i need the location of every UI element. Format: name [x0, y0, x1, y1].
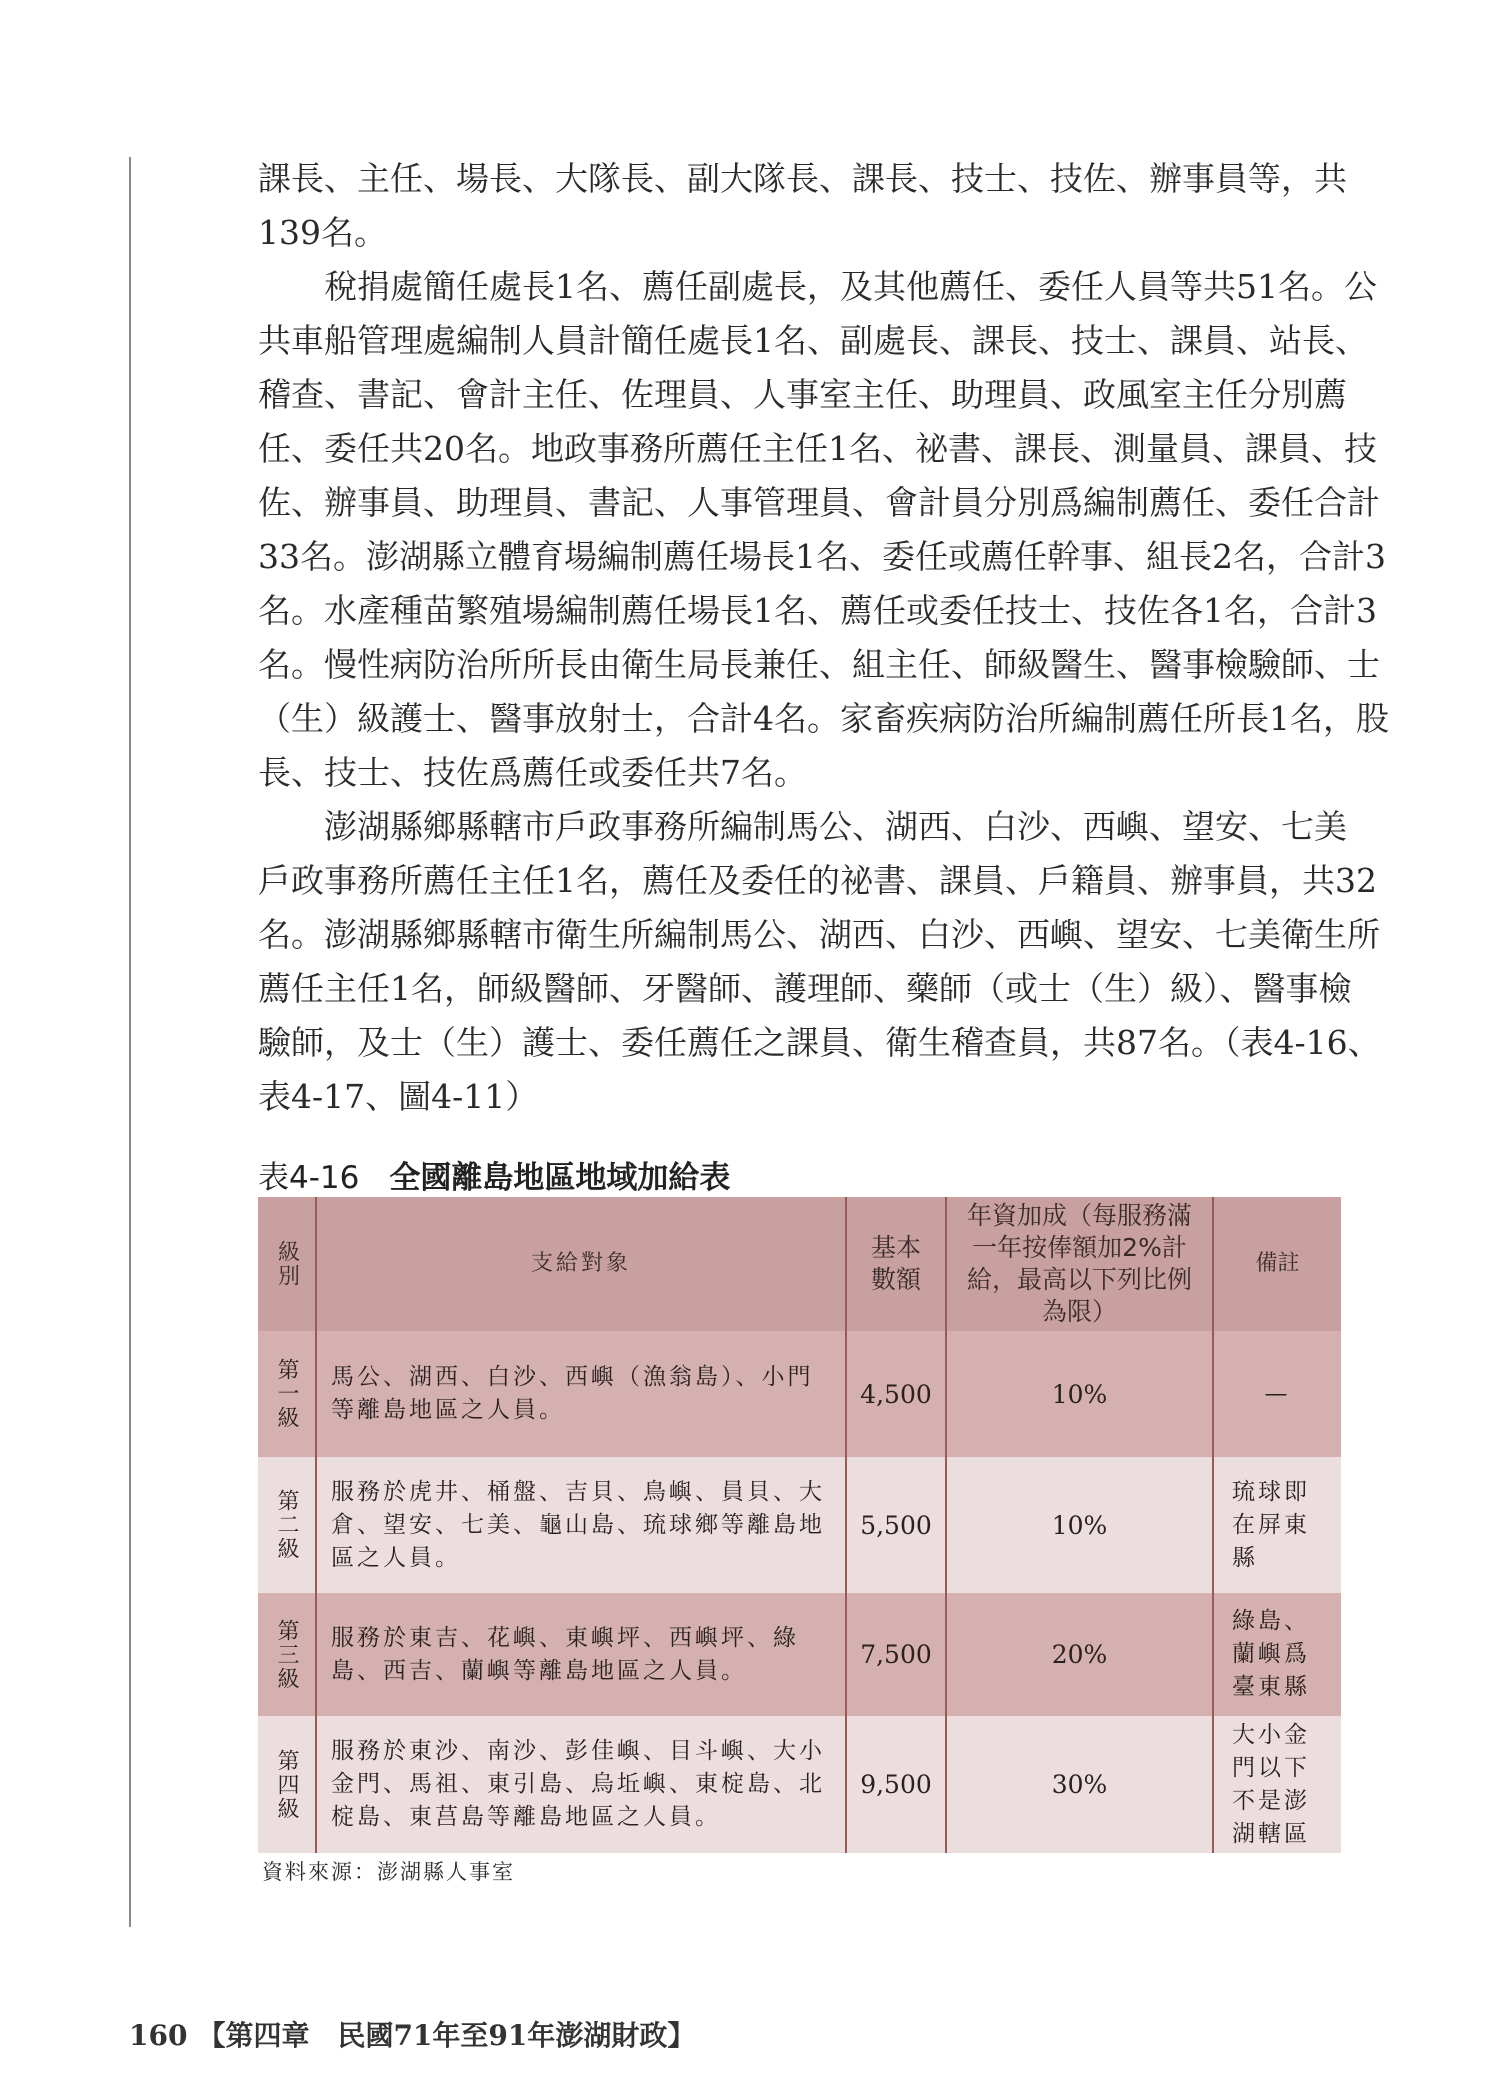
cell-grade: 第二級 — [258, 1457, 316, 1593]
paragraph-line: 139名。 — [258, 213, 387, 252]
table-title: 全國離島地區地域加給表 — [389, 1160, 731, 1196]
cell-amount: 5,500 — [846, 1457, 946, 1593]
paragraph-line: 任、委任共20名。地政事務所薦任主任1名、祕書、課長、測量員、課員、技 — [258, 429, 1377, 468]
body-text — [258, 152, 1389, 1124]
cell-rate: 10% — [946, 1331, 1213, 1457]
table-row — [258, 1331, 1341, 1457]
paragraph-line: 戶政事務所薦任主任1名，薦任及委任的祕書、課員、戶籍員、辦事員，共32 — [258, 861, 1377, 900]
allowance-table — [258, 1197, 1341, 1853]
page-number: 160 — [129, 2019, 188, 2052]
paragraph-line: 名。慢性病防治所所長由衛生局長兼任、組主任、師級醫生、醫事檢驗師、士 — [258, 645, 1380, 684]
paragraph-line: 稅捐處簡任處長1名、薦任副處長，及其他薦任、委任人員等共51名。公 — [324, 267, 1377, 306]
cell-grade: 第四級 — [258, 1716, 316, 1853]
cell-subject: 服務於虎井、桶盤、吉貝、鳥嶼、員貝、大倉、望安、七美、龜山島、琉球鄉等離島地區之人員。 — [316, 1457, 846, 1593]
cell-amount: 9,500 — [846, 1716, 946, 1853]
paragraph-line: 澎湖縣鄉縣轄市戶政事務所編制馬公、湖西、白沙、西嶼、望安、七美 — [324, 807, 1347, 846]
table-row — [258, 1593, 1341, 1716]
paragraph-line: 共車船管理處編制人員計簡任處長1名、副處長、課長、技士、課員、站長、 — [258, 321, 1368, 360]
cell-amount: 7,500 — [846, 1593, 946, 1716]
cell-rate: 30% — [946, 1716, 1213, 1853]
header-subject: 支給對象 — [316, 1197, 846, 1331]
table-source: 資料來源：澎湖縣人事室 — [262, 1860, 515, 1884]
cell-note: — — [1213, 1331, 1341, 1457]
header-amount: 基本數額 — [846, 1197, 946, 1331]
cell-note: 綠島、蘭嶼爲臺東縣 — [1213, 1593, 1341, 1716]
paragraph-line: 稽查、書記、會計主任、佐理員、人事室主任、助理員、政風室主任分別薦 — [258, 375, 1347, 414]
paragraph-line: 名。水產種苗繁殖場編制薦任場長1名、薦任或委任技士、技佐各1名，合計3 — [258, 591, 1377, 630]
header-rate: 年資加成（每服務滿一年按俸額加2%計給，最高以下列比例為限） — [946, 1197, 1213, 1331]
cell-rate: 10% — [946, 1457, 1213, 1593]
cell-rate: 20% — [946, 1593, 1213, 1716]
cell-grade: 第一級 — [258, 1331, 316, 1457]
paragraph-line: 薦任主任1名，師級醫師、牙醫師、護理師、藥師（或士（生）級）、醫事檢 — [258, 969, 1352, 1008]
paragraph-line: 佐、辦事員、助理員、書記、人事管理員、會計員分別爲編制薦任、委任合計 — [258, 483, 1380, 522]
cell-subject: 服務於東沙、南沙、彭佳嶼、目斗嶼、大小金門、馬祖、東引島、烏坵嶼、東椗島、北椗島、東莒島等離島地區之人員。 — [316, 1716, 846, 1853]
paragraph-line: 驗師，及士（生）護士、委任薦任之課員、衛生稽查員，共87名。（表4-16、 — [258, 1023, 1381, 1062]
cell-note: 琉球即在屏東縣 — [1213, 1457, 1341, 1593]
table-row — [258, 1457, 1341, 1593]
margin-rule — [129, 157, 131, 1927]
paragraph-line: 課長、主任、場長、大隊長、副大隊長、課長、技士、技佐、辦事員等，共 — [258, 159, 1347, 198]
cell-grade: 第三級 — [258, 1593, 316, 1716]
cell-subject: 服務於東吉、花嶼、東嶼坪、西嶼坪、綠島、西吉、蘭嶼等離島地區之人員。 — [316, 1593, 846, 1716]
table-caption — [258, 1152, 730, 1197]
page-footer — [129, 2014, 705, 2054]
paragraph-line: 長、技士、技佐爲薦任或委任共7名。 — [258, 753, 807, 792]
paragraph-line: 表4-17、圖4-11） — [258, 1077, 539, 1116]
header-note: 備註 — [1213, 1197, 1341, 1331]
paragraph-line: （生）級護士、醫事放射士，合計4名。家畜疾病防治所編制薦任所長1名，股 — [258, 699, 1389, 738]
table-row — [258, 1716, 1341, 1853]
table-header-row — [258, 1197, 1341, 1331]
cell-note: 大小金門以下不是澎湖轄區 — [1213, 1716, 1341, 1853]
chapter-title: 【第四章 民國71年至91年澎湖財政】 — [197, 2019, 696, 2052]
header-grade: 級別 — [258, 1197, 316, 1331]
cell-amount: 4,500 — [846, 1331, 946, 1457]
cell-subject: 馬公、湖西、白沙、西嶼（漁翁島）、小門等離島地區之人員。 — [316, 1331, 846, 1457]
table-number: 表4-16 — [258, 1160, 360, 1196]
paragraph-line: 名。澎湖縣鄉縣轄市衛生所編制馬公、湖西、白沙、西嶼、望安、七美衛生所 — [258, 915, 1380, 954]
paragraph-line: 33名。澎湖縣立體育場編制薦任場長1名、委任或薦任幹事、組長2名，合計3 — [258, 537, 1386, 576]
